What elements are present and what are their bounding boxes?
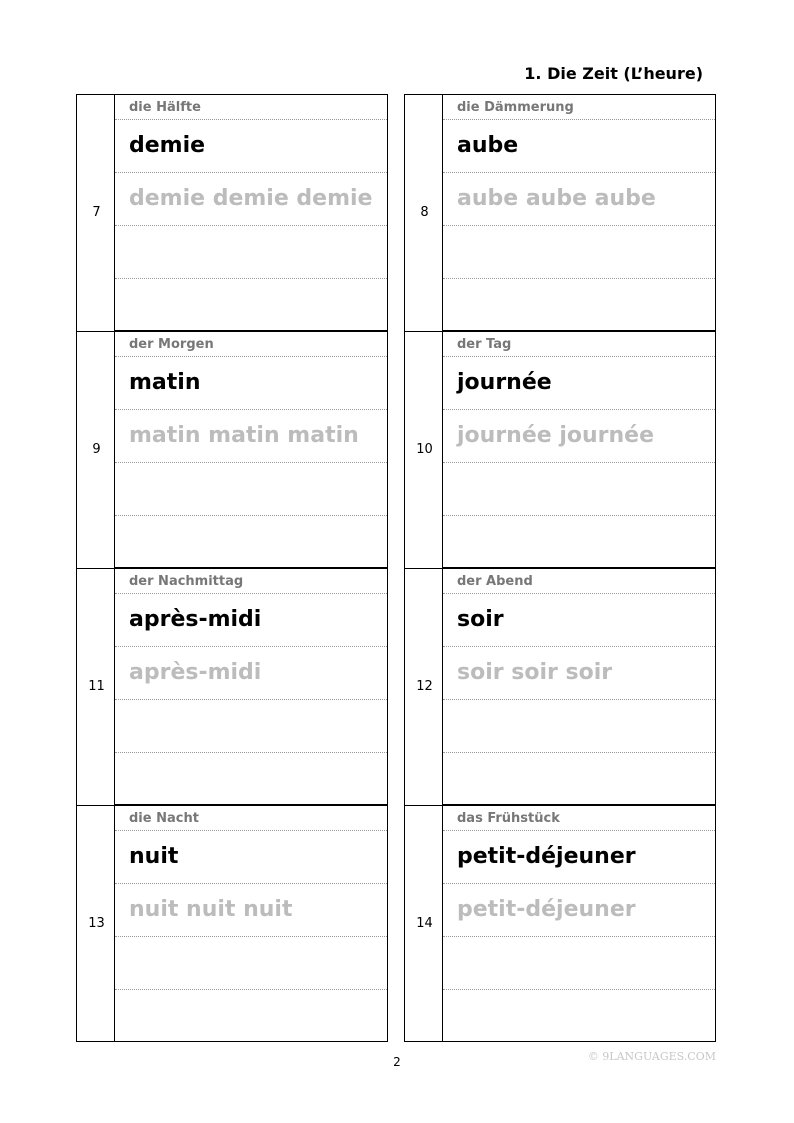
tracing-word: soir soir soir xyxy=(457,660,613,685)
trace-row xyxy=(443,647,715,700)
word-row xyxy=(115,594,387,647)
word-row xyxy=(115,357,387,410)
trace-row xyxy=(115,173,387,226)
number-column xyxy=(76,569,115,805)
card-number: 8 xyxy=(420,205,429,220)
writing-line xyxy=(115,226,387,279)
tracing-word: aube aube aube xyxy=(457,186,656,211)
card-number: 13 xyxy=(88,916,105,931)
french-word: matin xyxy=(129,370,201,395)
number-column xyxy=(404,332,443,568)
number-column xyxy=(76,806,115,1042)
label-row xyxy=(443,95,715,120)
vocab-card xyxy=(76,568,388,804)
page-number: 2 xyxy=(393,1055,401,1069)
tracing-word: après-midi xyxy=(129,660,262,685)
french-word: petit-déjeuner xyxy=(457,844,636,869)
card-number: 14 xyxy=(416,916,433,931)
label-row xyxy=(443,806,715,831)
tracing-word: journée journée xyxy=(457,423,655,448)
trace-row xyxy=(115,410,387,463)
card-body xyxy=(443,569,716,805)
writing-line xyxy=(443,753,715,805)
card-body xyxy=(443,806,716,1042)
writing-line xyxy=(115,463,387,516)
vocab-card xyxy=(404,331,716,567)
writing-line xyxy=(115,279,387,331)
french-word: après-midi xyxy=(129,607,262,632)
writing-line xyxy=(443,937,715,990)
writing-line xyxy=(115,753,387,805)
number-column xyxy=(404,806,443,1042)
word-row xyxy=(443,594,715,647)
tracing-word: demie demie demie xyxy=(129,186,373,211)
label-row xyxy=(115,806,387,831)
card-number: 9 xyxy=(92,442,101,457)
label-row xyxy=(115,95,387,120)
card-number: 11 xyxy=(88,679,105,694)
german-label: die Dämmerung xyxy=(457,100,574,115)
card-number: 12 xyxy=(416,679,433,694)
german-label: der Tag xyxy=(457,337,512,352)
writing-line xyxy=(115,516,387,568)
trace-row xyxy=(115,647,387,700)
trace-row xyxy=(115,884,387,937)
german-label: der Morgen xyxy=(129,337,214,352)
writing-line xyxy=(443,226,715,279)
word-row xyxy=(443,120,715,173)
card-body xyxy=(443,95,716,331)
number-column xyxy=(76,332,115,568)
number-column xyxy=(76,95,115,331)
word-row xyxy=(443,357,715,410)
french-word: nuit xyxy=(129,844,179,869)
vocab-card xyxy=(76,805,388,1041)
number-column xyxy=(404,95,443,331)
word-row xyxy=(115,831,387,884)
tracing-word: petit-déjeuner xyxy=(457,897,636,922)
writing-line xyxy=(443,279,715,331)
german-label: der Nachmittag xyxy=(129,574,244,589)
card-body xyxy=(115,95,388,331)
card-body xyxy=(115,569,388,805)
card-body xyxy=(115,806,388,1042)
trace-row xyxy=(443,173,715,226)
writing-line xyxy=(115,937,387,990)
writing-line xyxy=(443,463,715,516)
word-row xyxy=(115,120,387,173)
label-row xyxy=(115,332,387,357)
trace-row xyxy=(443,410,715,463)
writing-line xyxy=(115,700,387,753)
german-label: der Abend xyxy=(457,574,533,589)
card-body xyxy=(443,332,716,568)
label-row xyxy=(443,569,715,594)
french-word: aube xyxy=(457,133,519,158)
french-word: demie xyxy=(129,133,206,158)
french-word: journée xyxy=(457,370,552,395)
writing-line xyxy=(115,990,387,1042)
trace-row xyxy=(443,884,715,937)
card-number: 10 xyxy=(416,442,433,457)
vocab-card xyxy=(76,94,388,330)
german-label: die Hälfte xyxy=(129,100,201,115)
word-row xyxy=(443,831,715,884)
label-row xyxy=(115,569,387,594)
tracing-word: matin matin matin xyxy=(129,423,359,448)
tracing-word: nuit nuit nuit xyxy=(129,897,293,922)
german-label: die Nacht xyxy=(129,811,199,826)
label-row xyxy=(443,332,715,357)
writing-line xyxy=(443,990,715,1042)
number-column xyxy=(404,569,443,805)
card-number: 7 xyxy=(92,205,101,220)
vocab-card xyxy=(404,568,716,804)
copyright-notice: © 9LANGUAGES.COM xyxy=(587,1050,716,1063)
vocab-card xyxy=(76,331,388,567)
vocab-card xyxy=(404,805,716,1041)
french-word: soir xyxy=(457,607,504,632)
page-title: 1. Die Zeit (L’heure) xyxy=(524,64,703,83)
writing-line xyxy=(443,516,715,568)
card-body xyxy=(115,332,388,568)
vocab-card xyxy=(404,94,716,330)
writing-line xyxy=(443,700,715,753)
german-label: das Frühstück xyxy=(457,811,560,826)
